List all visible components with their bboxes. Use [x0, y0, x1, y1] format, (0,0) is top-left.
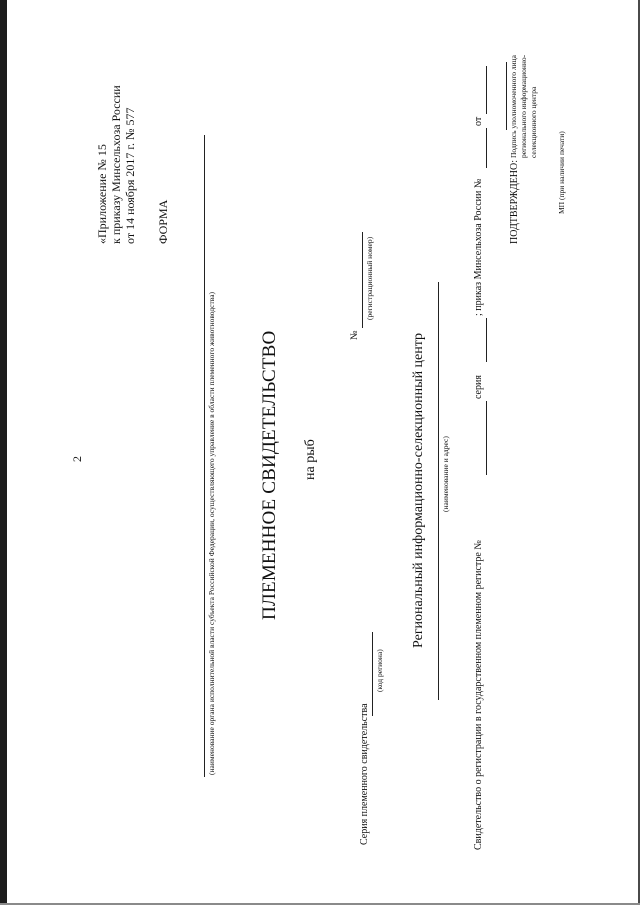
- authority-caption: (наименование органа исполнительной власти субъекта Российской Федерации, осуществляющего управление в области племенного животноводства): [207, 291, 216, 775]
- order-date-blank: [486, 66, 487, 114]
- confirmed-label: ПОДТВЕРЖДЕНО:: [509, 160, 520, 244]
- stamp-caption: МП (при наличии печати): [557, 131, 566, 214]
- appendix-line-1: «Приложение № 15: [95, 144, 109, 244]
- registration-text-3: ; приказ Минсельхоза России №: [473, 178, 484, 316]
- registration-text-4: от: [473, 116, 484, 126]
- number-sign: №: [349, 330, 360, 340]
- scan-edge-left: [0, 0, 7, 905]
- center-underline: [438, 282, 439, 700]
- registration-text-1: Свидетельство о регистрации в государственном племенном регистре №: [473, 540, 484, 850]
- page-number: 2: [70, 456, 84, 462]
- signature-caption-3: селекционного центра: [529, 86, 538, 158]
- document-subtitle: на рыб: [303, 439, 318, 480]
- registration-series-blank: [486, 318, 487, 362]
- region-code-caption: (код региона): [375, 649, 384, 692]
- appendix-line-3: от 14 ноября 2017 г. № 577: [123, 107, 137, 244]
- signature-line: [506, 62, 507, 130]
- name-address-caption: (наименование и адрес): [441, 436, 450, 512]
- appendix-line-2: к приказу Минсельхоза России: [109, 85, 123, 244]
- signature-caption-1: Подпись уполномоченного лица: [509, 55, 518, 158]
- series-underline: [372, 632, 373, 716]
- order-number-blank: [486, 128, 487, 168]
- document-title: ПЛЕМЕННОЕ СВИДЕТЕЛЬСТВО: [259, 330, 280, 620]
- center-name: Региональный информационно-селекционный центр: [411, 332, 426, 648]
- registration-text-2: серия: [473, 375, 484, 399]
- series-label: Серия племенного свидетельства: [359, 703, 370, 845]
- reg-number-caption: (регистрационный номер): [365, 236, 374, 320]
- signature-caption-2: регионального информационно-: [519, 54, 528, 158]
- form-label: ФОРМА: [156, 199, 170, 244]
- reg-number-underline: [362, 232, 363, 328]
- authority-underline: [204, 135, 205, 777]
- registration-number-blank: [486, 401, 487, 475]
